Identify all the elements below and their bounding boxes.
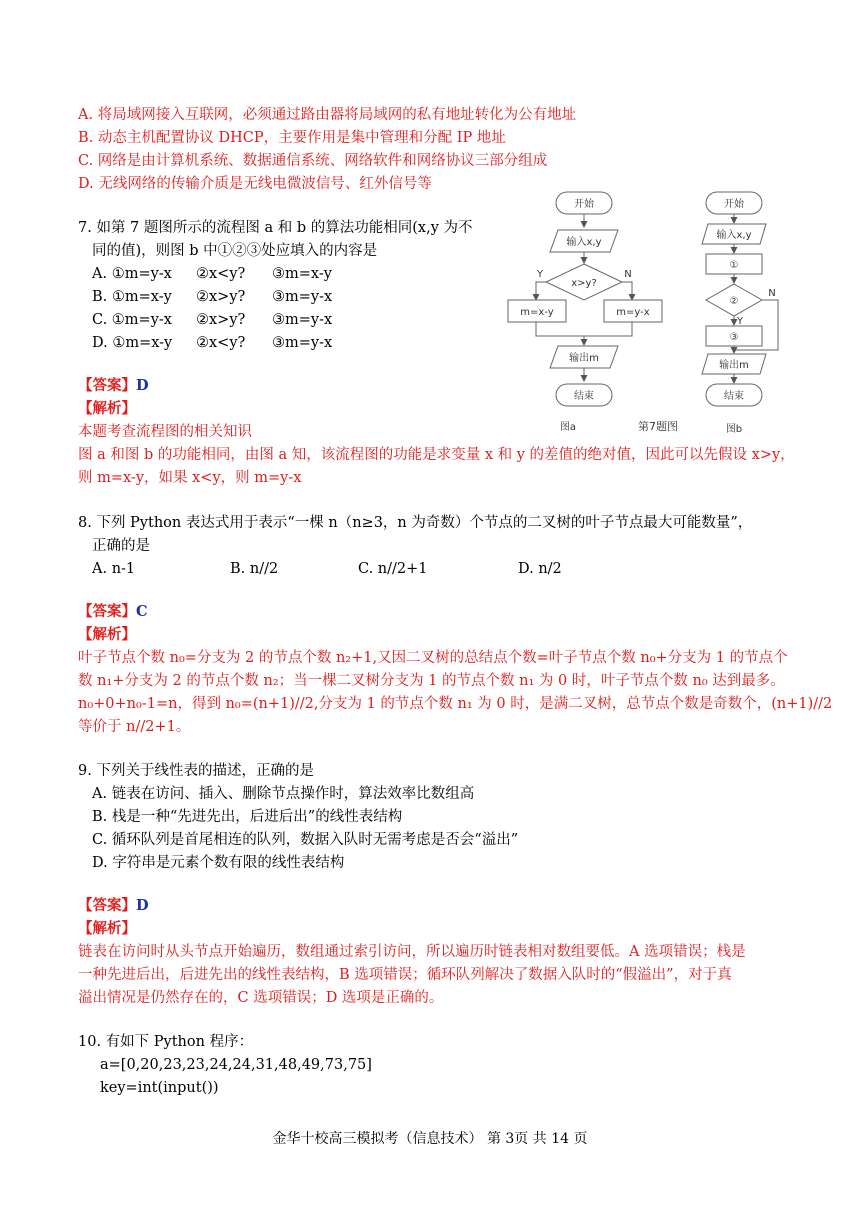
q8-analysis-line-3: n₀+0+n₀-1=n，得到 n₀=(n+1)//2,分支为 1 的节点个数 n₁ 为 0 时，是满二叉树，总节点个数是奇数个，(n+1)//2 (78, 696, 833, 712)
q10-stem: 10. 有如下 Python 程序： (78, 1034, 254, 1050)
q7-stem-line-2: 同的值)，则图 b 中①②③处应填入的内容是 (92, 243, 378, 259)
q7-option-b-c2: ②x>y? (196, 289, 246, 305)
q7-option-a: A. ①m=y-x (92, 266, 172, 282)
fb-input: 输入x,y (716, 230, 752, 241)
fb-n-label: N (768, 288, 776, 299)
fa-cond: x>y? (571, 278, 597, 289)
fb-caption: 图b (725, 424, 743, 435)
q6-option-b: B. 动态主机配置协议 DHCP，主要作用是集中管理和分配 IP 地址 (78, 130, 506, 146)
q9-answer-tag: 【答案】 (78, 897, 136, 914)
fa-caption: 图a (559, 422, 577, 433)
q10-code-line-1: a=[0,20,23,23,24,24,31,48,49,73,75] (100, 1057, 372, 1073)
q9-option-a: A. 链表在访问、插入、删除节点操作时，算法效率比数组高 (92, 786, 475, 802)
q9-answer-value: D (136, 897, 149, 914)
q7-option-b: B. ①m=x-y (92, 289, 172, 305)
q9-analysis-tag: 【解析】 (78, 920, 136, 937)
q8-analysis-line-2: 数 n₁+分支为 2 的节点个数 n₂；当一棵二叉树分支为 1 的节点个数 n₁ 为 0 时，叶子节点个数 n₀ 达到最多。 (78, 673, 785, 689)
fa-end: 结束 (574, 391, 594, 402)
fa-n-label: N (624, 269, 632, 280)
q7-answer-tag: 【答案】 (78, 377, 136, 394)
fb-box3-label: ③ (729, 332, 739, 343)
q6-option-a: A. 将局域网接入互联网，必须通过路由器将局域网的私有地址转化为公有地址 (78, 107, 577, 123)
q7-option-c: C. ①m=y-x (92, 312, 172, 328)
q9-answer (78, 895, 149, 917)
fa-y-label: Y (536, 269, 544, 280)
fa-output: 输出m (569, 353, 599, 364)
q9-option-c: C. 循环队列是首尾相连的队列，数据入队时无需考虑是否会“溢出” (92, 832, 519, 848)
q9-option-d: D. 字符串是元素个数有限的线性表结构 (92, 855, 345, 871)
fb-start: 开始 (724, 199, 744, 210)
fa-right-box-label: m=y-x (616, 307, 650, 318)
q6-option-d: D. 无线网络的传输介质是无线电微波信号、红外信号等 (78, 176, 432, 192)
q8-option-c: C. n//2+1 (358, 561, 428, 577)
fb-cond-label: ② (729, 296, 739, 307)
q9-analysis-line-2: 一种先进后出，后进先出的线性表结构，B 选项错误；循环队列解决了数据入队时的“假溢出”，对于真 (78, 967, 732, 983)
q10-code-line-2: key=int(input()) (100, 1080, 219, 1096)
fb-end: 结束 (724, 391, 744, 402)
fa-input: 输入x,y (566, 237, 602, 248)
fa-left-box-label: m=x-y (520, 307, 554, 318)
q8-option-a: A. n-1 (92, 561, 136, 577)
q7-option-a-c2: ②x<y? (196, 266, 246, 282)
figure-caption: 第7题图 (638, 420, 678, 433)
q8-stem-line-2: 正确的是 (92, 538, 150, 554)
q9-analysis-line-3: 溢出情况是仍然存在的，C 选项错误；D 选项是正确的。 (78, 990, 444, 1006)
q7-answer (78, 375, 149, 397)
q7-option-d: D. ①m=x-y (92, 335, 173, 351)
q7-analysis-line-2: 图 a 和图 b 的功能相同，由图 a 知，该流程图的功能是求变量 x 和 y 的差值的绝对值，因此可以先假设 x>y， (78, 447, 795, 463)
q9-analysis-line-1: 链表在访问时从头节点开始遍历，数组通过索引访问，所以遍历时链表相对数组要低。A 选项错误；栈是 (78, 944, 746, 960)
page-footer: 金华十校高三模拟考（信息技术） 第 3页 共 14 页 (272, 1131, 588, 1147)
q8-answer-value: C (136, 603, 148, 620)
q7-stem-line-1: 7. 如第 7 题图所示的流程图 a 和 b 的算法功能相同(x,y 为不 (78, 220, 473, 236)
q6-option-c: C. 网络是由计算机系统、数据通信系统、网络软件和网络协议三部分组成 (78, 153, 548, 169)
q8-option-d: D. n/2 (518, 561, 562, 577)
fa-start: 开始 (574, 199, 594, 210)
q8-analysis-line-4: 等价于 n//2+1。 (78, 719, 191, 735)
q8-stem-line-1: 8. 下列 Python 表达式用于表示“一棵 n（n≥3，n 为奇数）个节点的二叉树的叶子节点最大可能数量”， (78, 515, 753, 531)
q8-option-b: B. n//2 (230, 561, 279, 577)
q9-stem: 9. 下列关于线性表的描述，正确的是 (78, 763, 314, 779)
q7-option-a-c3: ③m=x-y (272, 266, 332, 282)
q8-answer (78, 601, 148, 623)
q8-analysis-tag: 【解析】 (78, 626, 136, 643)
q7-flowchart-figure (500, 186, 800, 438)
q7-analysis-tag: 【解析】 (78, 400, 136, 417)
q9-option-b: B. 栈是一种“先进先出，后进后出”的线性表结构 (92, 809, 403, 825)
q8-analysis-line-1: 叶子节点个数 n₀=分支为 2 的节点个数 n₂+1,又因二叉树的总结点个数=叶子节点个数 n₀+分支为 1 的节点个 (78, 650, 788, 666)
q7-option-d-c3: ③m=y-x (272, 335, 333, 351)
fb-output: 输出m (719, 360, 749, 371)
fb-y-label: Y (736, 316, 744, 327)
q7-answer-value: D (136, 377, 149, 394)
q7-analysis-line-1: 本题考查流程图的相关知识 (78, 424, 252, 440)
q7-option-b-c3: ③m=y-x (272, 289, 333, 305)
q7-option-c-c2: ②x>y? (196, 312, 246, 328)
q7-option-c-c3: ③m=y-x (272, 312, 333, 328)
q7-analysis-line-3: 则 m=x-y，如果 x<y，则 m=y-x (78, 470, 302, 486)
q8-answer-tag: 【答案】 (78, 603, 136, 620)
fb-box1-label: ① (729, 260, 739, 271)
q7-option-d-c2: ②x<y? (196, 335, 246, 351)
